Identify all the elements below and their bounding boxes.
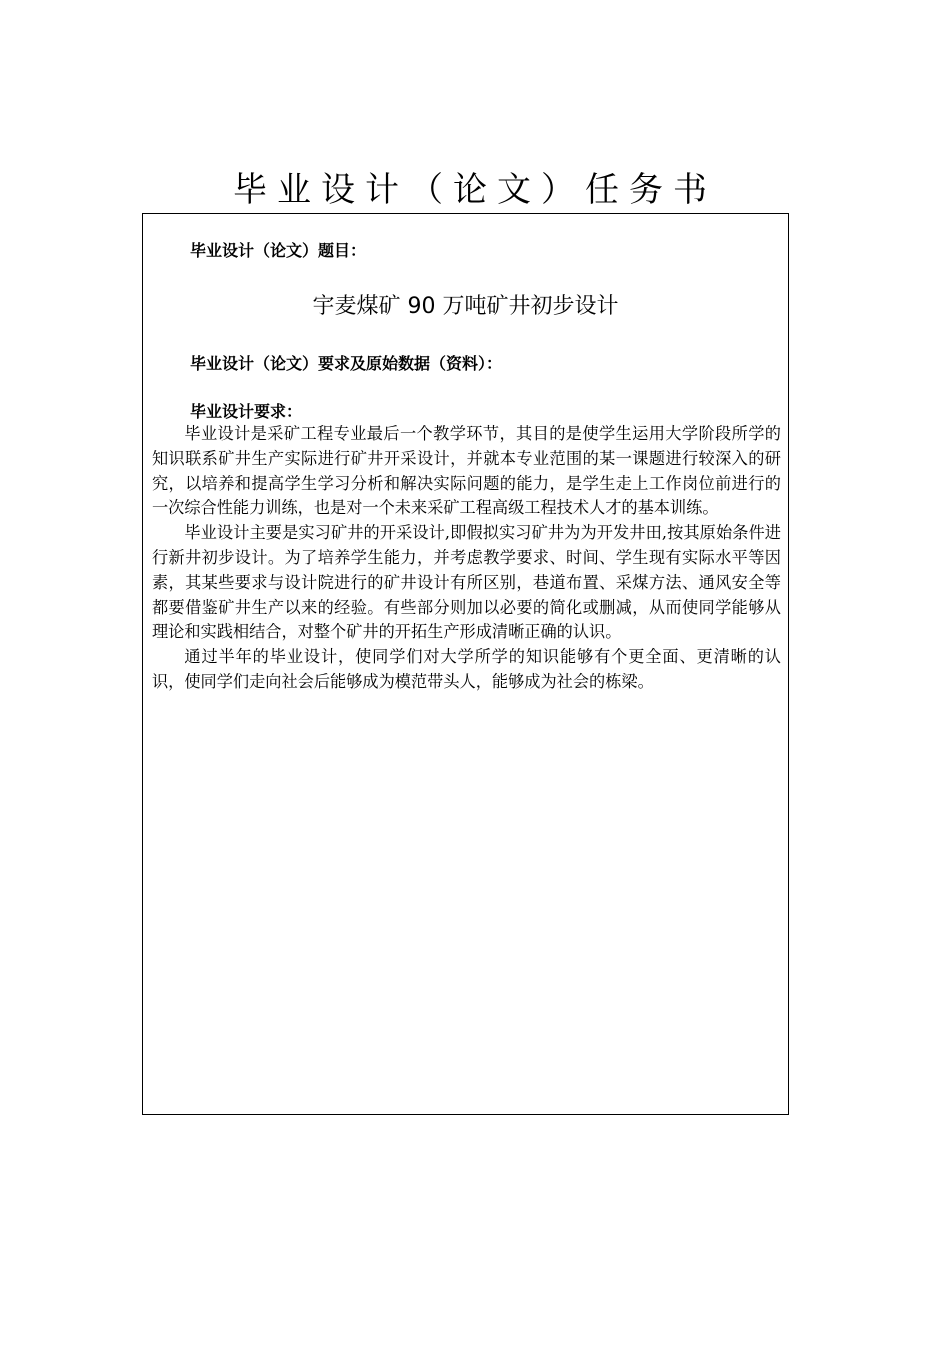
topic-label: 毕业设计（论文）题目：	[190, 241, 367, 260]
task-form-box	[142, 213, 789, 1115]
thesis-topic: 宇麦煤矿 90 万吨矿井初步设计	[312, 294, 619, 319]
requirements-paragraph: 毕业设计主要是实习矿井的开采设计,即假拟实习矿井为为开发井田,按其原始条件进行新井初步设计。为了培养学生能力，并考虑教学要求、时间、学生现有实际水平等因素，其某些要求与设计院进行的矿井设计有所区别，巷道布置、采煤方法、通风安全等都要借鉴矿井生产以来的经验。有些部分则加以必要的简化或删减，从而使同学能够从理论和实践相结合，对整个矿井的开拓生产形成清晰正确的认识。	[152, 523, 781, 642]
design-requirements-label: 毕业设计要求：	[190, 402, 303, 421]
requirements-label: 毕业设计（论文）要求及原始数据（资料）：	[190, 354, 503, 373]
requirements-body	[152, 422, 781, 695]
requirements-paragraph: 通过半年的毕业设计，使同学们对大学所学的知识能够有个更全面、更清晰的认识，使同学们走向社会后能够成为模范带头人，能够成为社会的栋梁。	[152, 647, 781, 691]
requirements-paragraph: 毕业设计是采矿工程专业最后一个教学环节，其目的是使学生运用大学阶段所学的知识联系矿井生产实际进行矿井开采设计，并就本专业范围的某一课题进行较深入的研究，以培养和提高学生学习分析和解决实际问题的能力，是学生走上工作岗位前进行的一次综合性能力训练，也是对一个未来采矿工程高级工程技术人才的基本训练。	[152, 424, 781, 518]
document-title: 毕业设计（论文）任务书	[233, 170, 717, 210]
